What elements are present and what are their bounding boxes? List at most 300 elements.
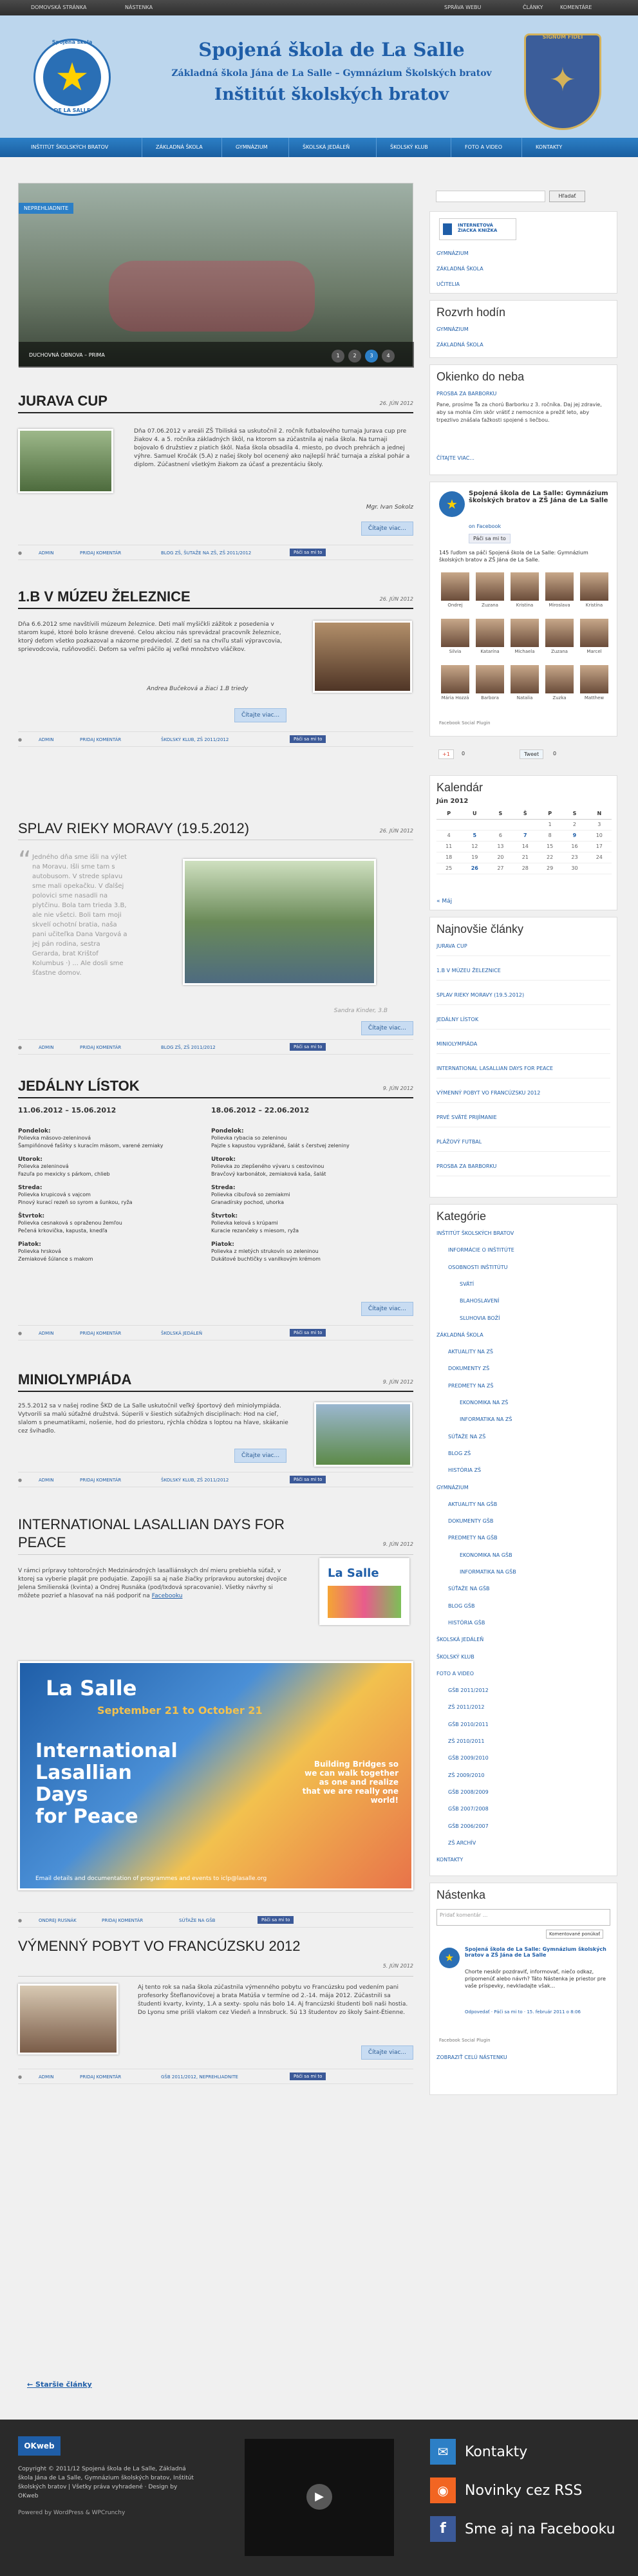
cal-day[interactable]: 26 [461,863,488,874]
cal-day[interactable]: 6 [488,830,512,841]
nav-zs[interactable]: ZÁKLADNÁ ŠKOLA [156,144,203,150]
top-link-notice[interactable]: NÁSTENKA [125,5,153,10]
cal-day [436,819,461,830]
post-thumbnail[interactable] [18,1984,118,2054]
face-photo [441,619,469,647]
cal-day[interactable]: 25 [436,863,461,874]
top-link-home[interactable]: DOMOVSKÁ STRÁNKA [31,5,87,10]
post-lasallian-days [18,1516,413,1992]
user-icon: ● [18,1045,23,1050]
cal-day[interactable]: 30 [562,863,586,874]
cal-dayname: Š [513,808,538,819]
cal-day[interactable]: 2 [562,819,586,830]
category-item[interactable]: DOKUMENTY ZŠ [448,1366,490,1372]
post-title[interactable]: INTERNATIONAL LASALLIAN DAYS FOR PEACE [18,1516,285,1550]
fb-faces [439,572,613,711]
meta-author[interactable]: ADMIN [39,737,54,742]
category-item[interactable]: OSOBNOSTI INŠTITÚTU [448,1264,508,1270]
older-posts-link[interactable]: ← Staršie články [27,2380,92,2389]
latest-item[interactable]: JURAVA CUP [436,943,610,956]
post-date: 26. JÚN 2012 [379,828,413,834]
widget-title: Najnovšie články [436,923,524,935]
widget-okienko [429,364,617,475]
cal-dayname: S [562,808,586,819]
slider-dot-2[interactable]: 2 [348,350,361,362]
slider-dot-3[interactable]: 3 [365,350,378,362]
latest-item[interactable]: INTERNATIONAL LASALLIAN DAYS FOR PEACE [436,1066,610,1078]
fb-face[interactable] [509,619,541,654]
menu-main: Bravčový karbonátok, zemiaková kaša, šalát [211,1171,326,1177]
fb-avatar[interactable]: ★ [439,491,465,517]
latest-item[interactable]: JEDÁLNY LÍSTOK [436,1017,610,1029]
menu-soup: Polievka zo zlepšeného vývaru s cestovinou [211,1163,324,1169]
category-item[interactable]: DOKUMENTY GŠB [448,1518,494,1525]
fb-face[interactable] [439,572,471,608]
play-icon[interactable]: ▶ [306,2484,332,2510]
cal-day[interactable]: 11 [436,841,461,852]
post-meta [18,731,413,747]
cal-day [461,819,488,830]
nastenka-date[interactable]: Odpovedať · Páči sa mi to · 15. február 2011 o 8:06 [465,2009,581,2015]
post-date: 26. JÚN 2012 [379,400,413,406]
menu-soup: Polievka mäsovo-zeleninová [18,1135,91,1141]
nav-jedalen[interactable]: ŠKOLSKÁ JEDÁLEŇ [303,144,350,150]
post-title[interactable]: JEDÁLNY LÍSTOK [18,1078,140,1094]
post-meta [18,1039,413,1055]
cal-day[interactable]: 15 [538,841,562,852]
category-item[interactable]: BLOG GŠB [448,1603,475,1609]
menu-week2 [211,1122,413,1263]
post-meta [18,1912,413,1928]
fb-face[interactable] [543,619,576,654]
widget-nastenka [429,1883,617,2095]
cal-day[interactable]: 4 [436,830,461,841]
latest-item[interactable]: PLÁŽOVÝ FUTBAL [436,1139,610,1152]
mail-icon: ✉ [430,2439,456,2465]
fb-like-button[interactable]: Páči sa mi to [258,1916,294,1924]
category-item[interactable]: GŠB 2008/2009 [448,1789,489,1795]
order-crest [524,33,601,130]
read-more-button[interactable]: Čítajte viac... [361,1021,413,1035]
menu-main: Fazuľa po mexicky s párkom, chlieb [18,1171,110,1177]
category-item[interactable]: ZŠ 2010/2011 [448,1738,485,1744]
footer-copyright: Copyright © 2011/12 Spojená škola de La Salle, Základná škola Jána de La Salle, Gymnázium školských bratov, Inštitút školských bratov | Všetky práva vyhradené · Design by OKweb [18,2466,194,2499]
face-photo [441,665,469,693]
meta-comment[interactable]: PRIDAJ KOMENTÁR [80,737,122,742]
main-content [18,183,413,2389]
cal-day[interactable]: 22 [538,852,562,863]
cal-day[interactable]: 21 [513,852,538,863]
category-item[interactable]: ZŠ ARCHÍV [448,1839,476,1846]
meta-category[interactable]: GŠB 2011/2012, NEPREHLIADNITE [161,2074,238,2080]
top-link-articles[interactable]: ČLÁNKY [523,5,543,10]
latest-item[interactable]: PRVÉ SVÄTÉ PRIJÍMANIE [436,1114,610,1127]
lasalle-logo-thumb[interactable] [319,1558,409,1625]
meta-author[interactable]: ADMIN [39,1045,54,1050]
footer-facebook[interactable]: Sme aj na Facebooku [465,2521,615,2537]
week2-title: 18.06.2012 – 22.06.2012 [211,1106,310,1114]
cal-day[interactable]: 10 [587,830,612,841]
cal-day[interactable]: 8 [538,830,562,841]
crest-star-icon: ✦ [549,61,576,99]
read-more-button[interactable]: Čítajte viac... [361,2045,413,2060]
meta-comment[interactable]: PRIDAJ KOMENTÁR [80,1478,122,1483]
cal-day[interactable]: 3 [587,819,612,830]
okienko-link[interactable]: PROSBA ZA BARBORKU [436,391,497,397]
latest-item[interactable]: VÝMENNÝ POBYT VO FRANCÚZSKU 2012 [436,1090,610,1103]
fb-face[interactable] [543,665,576,700]
cal-day[interactable]: 23 [562,852,586,863]
category-item[interactable]: ŠKOLSKÁ JEDÁLEŇ [436,1637,484,1643]
fb-like-button[interactable]: Páči sa mi to [290,735,326,743]
slider-dot-1[interactable]: 1 [332,350,344,362]
facebook-link[interactable]: Facebooku [151,1593,183,1599]
menu-day: Piatok: [18,1241,41,1248]
read-more-button[interactable]: Čítajte viac... [361,522,413,536]
poster-footer: Email details and documentation of programmes and events to iclp@lasalle.org [35,1876,267,1882]
link-gymnazium[interactable]: GYMNÁZIUM [436,250,469,256]
face-name: Zuzka [552,695,567,700]
face-name: Zuzana [482,603,498,608]
face-name: Barbora [481,695,499,700]
category-item[interactable]: FOTO A VIDEO [436,1670,474,1677]
face-photo [545,665,574,693]
meta-author[interactable]: ONDREJ RUSNÁK [39,1918,77,1923]
fb-face[interactable] [474,572,506,608]
fb-plugin: Facebook Social Plugin [439,720,491,726]
menu-soup: Polievka hrsková [18,1248,61,1254]
menu-day: Štvrtok: [18,1213,45,1219]
fb-like-button[interactable]: Páči sa mi to [290,1043,326,1051]
cal-day[interactable]: 16 [562,841,586,852]
category-item[interactable]: BLOG ZŠ [448,1450,471,1456]
cal-day[interactable]: 20 [488,852,512,863]
post-title[interactable]: MINIOLYMPIÁDA [18,1371,132,1387]
category-item[interactable]: GŠB 2011/2012 [448,1688,489,1694]
star-icon: ★ [43,48,101,106]
category-item[interactable]: GŠB 2009/2010 [448,1755,489,1762]
nastenka-author[interactable]: Spojená škola de La Salle: Gymnázium školských bratov a ZŠ Jána de La Salle [465,1946,606,1958]
cal-day[interactable]: 14 [513,841,538,852]
meta-comment[interactable]: PRIDAJ KOMENTÁR [80,550,122,556]
post-excerpt: 25.5.2012 sa v našej rodine ŠKD de La Salle uskutočnil veľký športový deň miniolympiáda. Vytvorili sa malú súťažné družstvá. Súperili v šiestich súťažných disciplínach: Hod na cieľ, slalom s pneumatikami, nošenie, hod do priestoru, rýchla chôdza s loptou na hlave, skákanie cez švihadlo. [18,1403,288,1434]
post-meta [18,1325,413,1340]
link-ucitelia[interactable]: UČITELIA [436,281,460,287]
post-thumbnail[interactable] [314,1402,412,1467]
nastenka-avatar: ★ [439,1948,460,1968]
meta-comment[interactable]: PRIDAJ KOMENTÁR [80,1045,122,1050]
category-item[interactable]: SVÄTÍ [460,1281,474,1287]
post-excerpt: V rámci prípravy tohtoročných Medzinárodných lasalliánskych dní mieru prebiehla súťaž, v ktorej sa vyberie plagát pre podujatie. Zapojili sa aj naše žiačky prípravkou autorskej dvojice Jelena Smilienská (kvinta) a Ondrej Rusnáka (pod/Ixdová spracovanie). Všetky návrhy si môžete pozrieť a hlasovať na náš podporiť na Facebooku [18,1568,287,1599]
face-name: Silvia [449,649,462,654]
site-title: Spojená škola de La Salle [198,39,465,61]
poster-image[interactable] [18,1661,413,1890]
sort-select[interactable]: Komentované ponúkať [546,1930,603,1939]
category-item[interactable]: GŠB 2007/2008 [448,1806,489,1812]
face-photo [545,619,574,647]
read-more-button[interactable]: Čítajte viac... [361,1302,413,1316]
category-item[interactable]: SÚŤAŽE NA ZŠ [448,1433,486,1440]
cal-day[interactable]: 17 [587,841,612,852]
footer-rss[interactable]: Novinky cez RSS [465,2483,583,2499]
cal-day[interactable]: 1 [538,819,562,830]
widget-title: Okienko do neba [436,370,525,383]
menu-soup: Polievka zeleninová [18,1163,69,1169]
face-photo [441,572,469,601]
widget-title: Kategórie [436,1210,487,1223]
cal-day[interactable]: 27 [488,863,512,874]
cal-day[interactable]: 18 [436,852,461,863]
link-zs[interactable]: ZÁKLADNÁ ŠKOLA [436,266,483,272]
post-excerpt: Dňa 6.6.2012 sme navštívili múzeum železnice. Deti malí myšičkli zážitok z posedenia v starom kupé, ktoré bolo krásne drevené. Celou akciou nás sprevádzal pracovník železnice, ktorý deťom všetko pozkazoval a názorne predviedol. Z detí sa na chvíľu stali výpravcovia, sprievodcovia, rušňovodiči. Deťom sa veľmi páčilo aj veľké množstvo vláčikov. [18,621,282,653]
menu-main: Kuracie rezančeky s miesom, ryža [211,1228,299,1234]
top-link-comments[interactable]: KOMENTÁRE [560,5,592,10]
read-more-button[interactable]: Čítajte viac... [234,1449,286,1463]
category-item[interactable]: GŠB 2010/2011 [448,1721,489,1727]
menu-main: Granadírsky pochod, uhorka [211,1199,284,1205]
category-item[interactable]: AKTUALITY NA GŠB [448,1501,498,1507]
meta-category[interactable]: BLOG ZŠ, ŠUTAŽE NA ZŠ, ZŠ 2011/2012 [161,550,252,556]
meta-author[interactable]: ADMIN [39,1331,54,1336]
face-name: Marcel [586,649,602,654]
latest-item[interactable]: MINIOLYMPIÁDA [436,1041,610,1054]
category-item[interactable]: KONTAKTY [436,1857,464,1863]
week1-title: 11.06.2012 – 15.06.2012 [18,1106,117,1114]
zk-button[interactable]: INTERNETOVÁ ŽIACKA KNIŽKA [439,218,516,240]
latest-item[interactable]: SPLAV RIEKY MORAVY (19.5.2012) [436,992,610,1005]
fb-like-button[interactable]: Páči sa mi to [290,1329,326,1337]
rozvrh-zs[interactable]: ZÁKLADNÁ ŠKOLA [436,342,483,348]
post-title[interactable]: 1.B V MÚZEU ŽELEZNICE [18,588,191,605]
post-jurava-cup [18,393,413,588]
cal-day[interactable]: 9 [562,830,586,841]
widget-rozvrh [429,300,617,358]
meta-category[interactable]: ŠKOLSKÝ KLUB, ZŠ 2011/2012 [161,737,229,742]
category-item[interactable]: AKTUALITY NA ZŠ [448,1349,494,1355]
fb-face[interactable] [543,572,576,608]
slider-photo-group [109,261,315,332]
category-item[interactable]: PREDMETY NA ZŠ [448,1382,494,1389]
face-name: Katarína [480,649,500,654]
category-item[interactable]: SÚŤAŽE NA GŠB [448,1586,490,1592]
cal-day[interactable]: 12 [461,841,488,852]
category-item[interactable]: INFORMATIKA NA GŠB [460,1569,516,1575]
poster-brand: La Salle [46,1676,137,1700]
meta-author[interactable]: ADMIN [39,2074,54,2080]
fb-page-name[interactable]: Spojená škola de La Salle: Gymnázium školských bratov a ZŠ Jána de La Salle [469,490,608,504]
okweb-logo[interactable]: OKweb [18,2436,61,2456]
widget-calendar [429,775,617,910]
top-bar [0,0,638,15]
post-signature: Mgr. Ivan Sokolz [366,504,413,511]
cal-dayname: N [587,808,612,819]
cal-day[interactable]: 29 [538,863,562,874]
category-item[interactable]: ZŠ 2009/2010 [448,1772,485,1778]
fb-like[interactable]: Páči sa mi to [469,534,511,543]
user-icon: ● [18,1918,23,1923]
post-photo[interactable] [183,859,376,985]
okienko-more[interactable]: ČÍTAJTE VIAC... [436,455,474,461]
nav-gymnazium[interactable]: GYMNÁZIUM [236,144,268,150]
rss-icon: ◉ [430,2477,456,2503]
face-photo [580,572,608,601]
category-item[interactable]: SLUHOVIA BOŽÍ [460,1315,500,1321]
post-signature: Andrea Bučeková a žiaci 1.B triedy [147,686,249,692]
face-name: Natalia [516,695,533,700]
face-photo [476,665,504,693]
nav-institute[interactable]: INŠTITÚT ŠKOLSKÝCH BRATOV [31,144,109,150]
category-item[interactable]: ZŠ 2011/2012 [448,1704,485,1711]
post-thumbnail[interactable] [18,429,113,493]
post-date: 9. JÚN 2012 [382,1541,413,1547]
latest-item[interactable]: 1.B V MÚZEU ŽELEZNICE [436,968,610,981]
social-share [429,743,617,769]
post-title[interactable]: JURAVA CUP [18,393,108,409]
nastenka-link[interactable]: ZOBRAZIŤ CELÚ NÁSTENKU [436,2054,507,2060]
gplus-button[interactable]: +1 [438,749,454,759]
cal-dayname: U [461,808,488,819]
category-item[interactable]: PREDMETY NA GŠB [448,1535,498,1541]
featured-slider[interactable] [18,183,413,367]
calendar-grid [436,808,612,874]
cal-dayname: P [436,808,461,819]
user-icon: ● [18,1478,23,1483]
read-more-button[interactable]: Čítajte viac... [234,708,286,722]
cal-day[interactable]: 13 [488,841,512,852]
widget-links [429,211,617,294]
cal-day[interactable]: 5 [461,830,488,841]
user-icon: ● [18,737,23,742]
poster-side: Building Bridges so we can walk together as one and realize that we are really one world! [302,1760,399,1805]
menu-day: Streda: [211,1185,236,1191]
poster-dates: September 21 to October 21 [97,1704,263,1716]
fb-face[interactable] [474,665,506,700]
fb-face[interactable] [439,619,471,654]
search-button[interactable]: Hľadať [549,191,585,202]
slider-badge: NEPREHLIADNITE [19,203,73,214]
latest-item[interactable]: PROSBA ZA BARBORKU [436,1163,610,1176]
face-name: Zuzana [551,649,568,654]
meta-comment[interactable]: PRIDAJ KOMENTÁR [102,1918,144,1923]
category-item[interactable]: GŠB 2006/2007 [448,1823,489,1829]
post-thumbnail[interactable] [313,621,412,693]
fb-like-button[interactable]: Páči sa mi to [290,549,326,556]
menu-soup: Polievka cibuľová so zemiakmi [211,1192,290,1198]
face-photo [476,619,504,647]
fb-like-button[interactable]: Páči sa mi to [290,2073,326,2080]
post-meta [18,2069,413,2084]
nav-klub[interactable]: ŠKOLSKÝ KLUB [390,144,428,150]
category-item[interactable]: INFORMATIKA NA ZŠ [460,1416,512,1423]
cal-day[interactable]: 7 [513,830,538,841]
face-photo [545,572,574,601]
category-item[interactable]: INFORMÁCIE O INŠTITÚTE [448,1247,514,1254]
meta-category[interactable]: BLOG ZŠ, ZŠ 2011/2012 [161,1045,216,1050]
cal-day[interactable]: 28 [513,863,538,874]
quote-icon: “ [18,846,32,876]
meta-comment[interactable]: PRIDAJ KOMENTÁR [80,2074,122,2080]
cal-day[interactable]: 24 [587,852,612,863]
face-name: Michaela [514,649,535,654]
fb-on: on Facebook [469,523,502,529]
user-icon: ● [18,1331,23,1336]
fb-face[interactable] [578,665,610,700]
category-item[interactable]: HISTÓRIA ZŠ [448,1467,482,1474]
category-item[interactable]: GYMNÁZIUM [436,1484,469,1490]
cal-day [513,819,538,830]
nav-foto[interactable]: FOTO A VIDEO [465,144,502,150]
fb-face[interactable] [509,665,541,700]
meta-author[interactable]: ADMIN [39,550,54,556]
poster-heading: International Lasallian Days for Peace [35,1740,178,1828]
menu-main: Pinový kurací rezeň so syrom a šunkou, ryža [18,1199,133,1205]
category-item[interactable]: EKONOMIKA NA ZŠ [460,1400,509,1406]
fb-face[interactable] [439,665,471,700]
category-item[interactable]: INŠTITÚT ŠKOLSKÝCH BRATOV [436,1230,514,1236]
category-item[interactable]: ZÁKLADNÁ ŠKOLA [436,1331,483,1338]
comment-input[interactable]: Pridať komentár ... [436,1909,610,1926]
fb-face[interactable] [509,572,541,608]
logo-brand: La Salle [328,1566,379,1580]
school-logo[interactable] [33,39,111,116]
menu-day: Štvrtok: [211,1213,238,1219]
category-item[interactable]: BLAHOSLAVENÍ [460,1298,500,1304]
rozvrh-gymnazium[interactable]: GYMNÁZIUM [436,326,469,332]
meta-category[interactable]: SÚŤAŽE NA GŠB [179,1918,216,1923]
nav-kontakty[interactable]: KONTAKTY [536,144,563,150]
meta-category[interactable]: ŠKOLSKÝ KLUB, ZŠ 2011/2012 [161,1478,229,1483]
category-item[interactable]: HISTÓRIA GŠB [448,1619,485,1626]
cal-day [587,863,612,874]
menu-day: Piatok: [211,1241,234,1248]
book-icon [443,223,452,235]
post-excerpt: Aj tento rok sa naša škola zúčastnila výmenného pobytu vo Francúzsku pod vedením pani profesorky Šteflanovičovej a brata Matúša v termíne od 2.-14. mája 2012. Zúčastnili sa študenti kvarty, kvinty, 1.A a sexty- spolu nás bolo 14. Aj francúzski študenti boli naši hostia. Do Lyonu sme prišli vlakom cez Viedeň a Innsbruck. Sú 13 študentov zo školy Saint-Étienne. [138,1984,408,2016]
face-name: Mária Hozzá [441,695,469,700]
top-link-admin[interactable]: SPRÁVA WEBU [444,5,482,10]
site-header [0,15,638,138]
meta-category[interactable]: ŠKOLSKÁ JEDÁLEŇ [161,1331,203,1336]
meta-author[interactable]: ADMIN [39,1478,54,1483]
cal-day[interactable]: 19 [461,852,488,863]
menu-day: Utorok: [211,1156,236,1163]
slider-caption[interactable]: DUCHOVNÁ OBNOVA – PRIMA [29,352,105,358]
tweet-button[interactable]: Tweet [520,749,543,759]
face-photo [511,619,539,647]
menu-soup: Polievka krupicová s vajcom [18,1192,91,1198]
meta-comment[interactable]: PRIDAJ KOMENTÁR [80,1331,122,1336]
calendar-prev[interactable]: « Máj [436,898,453,905]
face-name: Ondrej [447,603,463,608]
fb-like-button[interactable]: Páči sa mi to [290,1476,326,1483]
footer-kontakty[interactable]: Kontakty [465,2444,528,2460]
footer-powered[interactable]: Powered by WordPress & WPCrunchy [18,2510,126,2516]
post-date: 5. JÚN 2012 [382,1963,413,1969]
post-title[interactable]: SPLAV RIEKY MORAVY (19.5.2012) [18,820,250,836]
crest-motto: SIGNUM FIDEI [542,34,583,40]
search-input[interactable] [436,191,545,202]
fb-face[interactable] [578,619,610,654]
post-title[interactable]: VÝMENNÝ POBYT VO FRANCÚZSKU 2012 [18,1938,301,1954]
category-item[interactable]: ŠKOLSKÝ KLUB [436,1653,474,1660]
video-player[interactable] [245,2439,394,2556]
fb-face[interactable] [578,572,610,608]
category-item[interactable]: EKONOMIKA NA GŠB [460,1552,512,1558]
post-meta [18,1472,413,1487]
slider-dot-4[interactable]: 4 [382,350,395,362]
post-jedalny-listok [18,1078,413,1348]
fb-face[interactable] [474,619,506,654]
main-nav [0,138,638,157]
